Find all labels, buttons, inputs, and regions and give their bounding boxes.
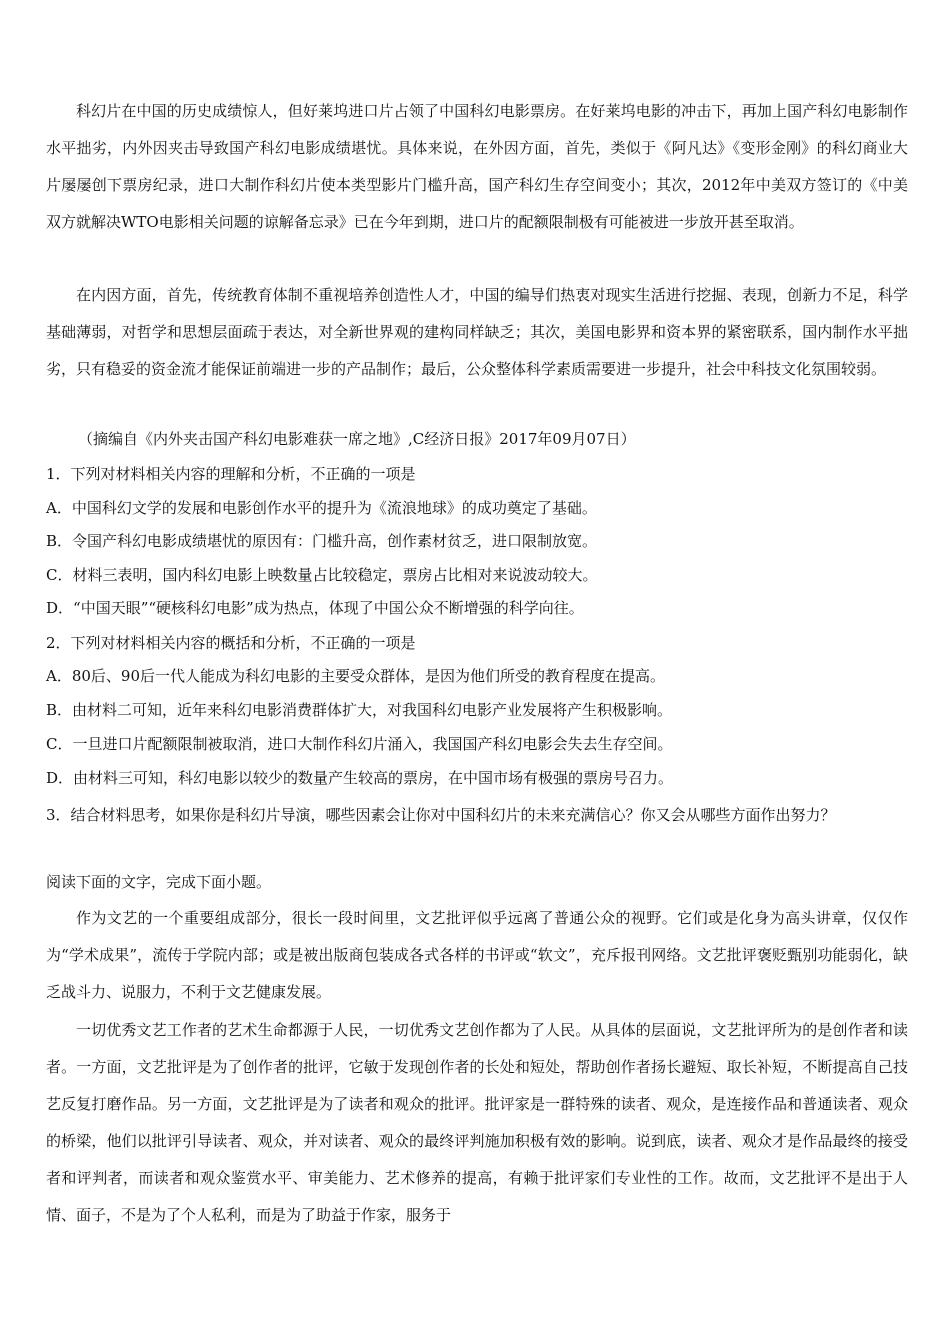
question-1-stem: 1．下列对材料相关内容的理解和分析，不正确的一项是: [46, 465, 416, 483]
passage1-paragraph-1: 科幻片在中国的历史成绩惊人，但好莱坞进口片占领了中国科幻电影票房。在好莱坞电影的冲击下，再加上国产科幻电影制作水平拙劣，内外因夹击导致国产科幻电影成绩堪忧。具体来说，在外因方面，首先，类似于《阿凡达》《变形金刚》的科幻商业大片屡屡创下票房纪录，进口大制作科幻片使本类型影片门槛升高，国产科幻生存空间变小；其次，2012年中美双方签订的《中美双方就解决WTO电影相关问题的谅解备忘录》已在今年到期，进口片的配额限制极有可能被进一步放开甚至取消。: [46, 102, 908, 231]
passage2-paragraph-2: 一切优秀文艺工作者的艺术生命都源于人民，一切优秀文艺创作都为了人民。从具体的层面说，文艺批评所为的是创作者和读者。一方面，文艺批评是为了创作者的批评，它敏于发现创作者的长处和短处，帮助创作者扬长避短、取长补短，不断提高自己技艺反复打磨作品。另一方面，文艺批评是为了读者和观众的批评。批评家是一群特殊的读者、观众，是连接作品和普通读者、观众的桥梁，他们以批评引导读者、观众，并对读者、观众的最终评判施加积极有效的影响。说到底，读者、观众才是作品最终的接受者和评判者，而读者和观众鉴赏水平、审美能力、艺术修养的提高，有赖于批评家们专业性的工作。故而，文艺批评不是出于人情、面子，不是为了个人私利，而是为了助益于作家，服务于: [46, 1021, 908, 1224]
question-3-stem: 3．结合材料思考，如果你是科幻片导演，哪些因素会让你对中国科幻片的未来充满信心？你又会从哪些方面作出努力？: [46, 806, 836, 824]
passage2-intro: 阅读下面的文字，完成下面小题。: [46, 873, 272, 891]
question-1-option-a: A．中国科幻文学的发展和电影创作水平的提升为《流浪地球》的成功奠定了基础。: [46, 499, 597, 517]
question-1-option-b: B．令国产科幻电影成绩堪忧的原因有：门槛升高，创作素材贫乏，进口限制放宽。: [46, 532, 598, 550]
source-citation: （摘编自《内外夹击国产科幻电影难获一席之地》,C经济日报》2017年09月07日）: [78, 430, 636, 448]
passage2-paragraph-1: 作为文艺的一个重要组成部分，很长一段时间里，文艺批评似乎远离了普通公众的视野。它们或是化身为高头讲章，仅仅作为“学术成果”，流传于学院内部；或是被出版商包装成各式各样的书评或“软文”，充斥报刊网络。文艺批评褒贬甄别功能弱化，缺乏战斗力、说服力，不利于文艺健康发展。: [46, 909, 908, 1001]
question-2-option-c: C．一旦进口片配额限制被取消，进口大制作科幻片涌入，我国国产科幻电影会失去生存空间。: [46, 735, 673, 753]
passage1-paragraph-2: 在内因方面，首先，传统教育体制不重视培养创造性人才，中国的编导们热衷对现实生活进行挖掘、表现，创新力不足，科学基础薄弱，对哲学和思想层面疏于表达，对全新世界观的建构同样缺乏；其次，美国电影界和资本界的紧密联系，国内制作水平拙劣，只有稳妥的资金流才能保证前端进一步的产品制作；最后，公众整体科学素质需要进一步提升，社会中科技文化氛围较弱。: [46, 286, 908, 378]
question-2-option-d: D．由材料三可知，科幻电影以较少的数量产生较高的票房，在中国市场有极强的票房号召力。: [46, 769, 674, 787]
question-2-option-a: A．80后、90后一代人能成为科幻电影的主要受众群体，是因为他们所受的教育程度在提高。: [46, 667, 666, 685]
question-1-option-d: D．“中国天眼”“硬核科幻电影”成为热点，体现了中国公众不断增强的科学向往。: [46, 599, 584, 617]
question-2-stem: 2．下列对材料相关内容的概括和分析，不正确的一项是: [46, 634, 416, 652]
question-2-option-b: B．由材料二可知，近年来科幻电影消费群体扩大，对我国科幻电影产业发展将产生积极影响。: [46, 701, 673, 719]
question-1-option-c: C．材料三表明，国内科幻电影上映数量占比较稳定，票房占比相对来说波动较大。: [46, 566, 598, 584]
